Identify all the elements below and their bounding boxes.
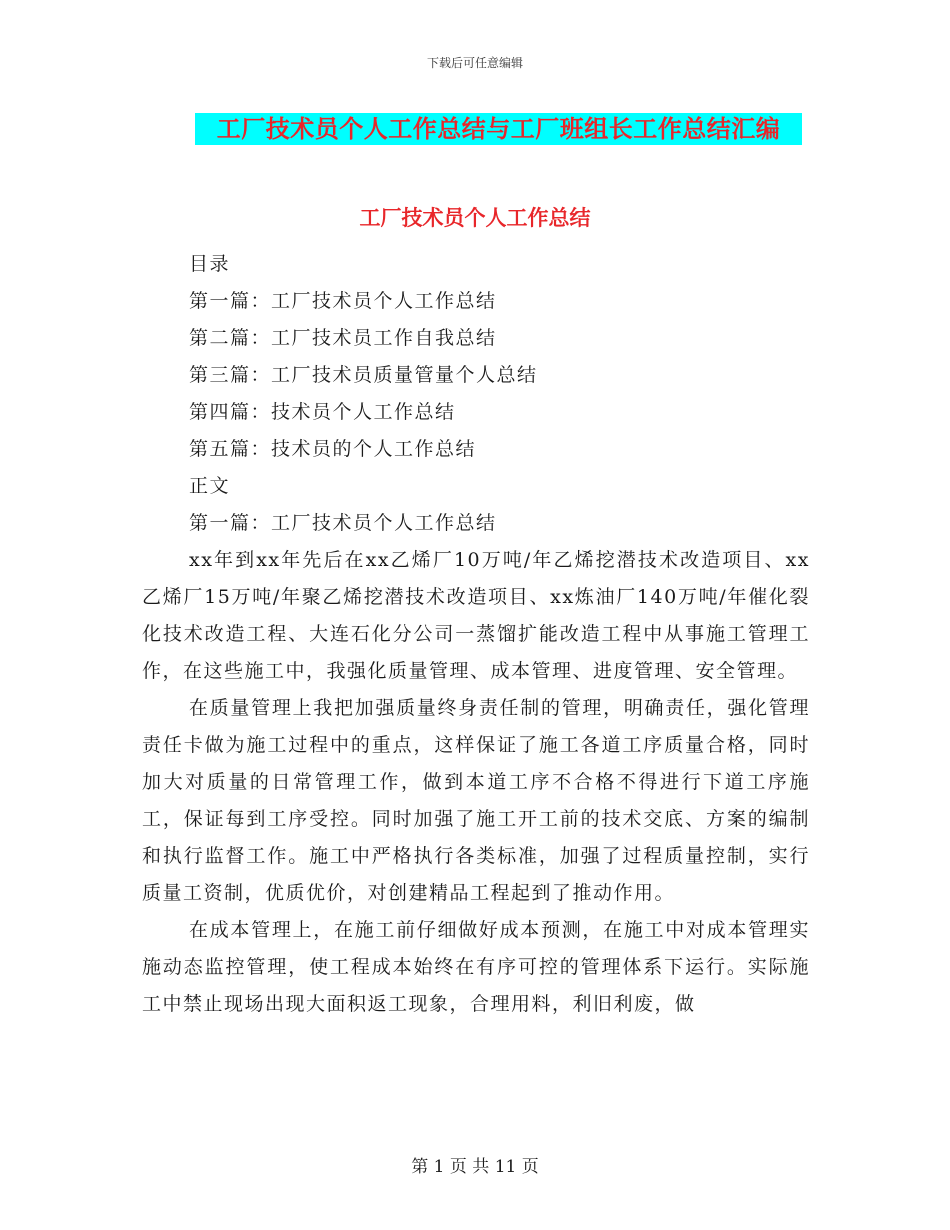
document-body <box>142 246 810 1023</box>
page-header: 下载后可任意编辑 <box>426 56 523 70</box>
paragraph-3: 在成本管理上，在施工前仔细做好成本预测，在施工中对成本管理实施动态监控管理，使工程成本始终在有序可控的管理体系下运行。实际施工中禁止现场出现大面积返工现象，合理用料，利旧利废，做 <box>142 919 810 1015</box>
paragraph-1: xx年到xx年先后在xx乙烯厂10万吨/年乙烯挖潜技术改造项目、xx乙烯厂15万吨/年聚乙烯挖潜技术改造项目、xx炼油厂140万吨/年催化裂化技术改造工程、大连石化分公司一蒸馏扩能改造工程中从事施工管理工作，在这些施工中，我强化质量管理、成本管理、进度管理、安全管理。 <box>142 549 810 682</box>
toc-item-1: 第一篇：工厂技术员个人工作总结 <box>189 290 497 312</box>
toc-item-4: 第四篇：技术员个人工作总结 <box>189 401 456 423</box>
section-title: 工厂技术员个人工作总结 <box>359 205 591 230</box>
toc-item-3: 第三篇：工厂技术员质量管量个人总结 <box>189 364 538 386</box>
paragraph-2: 在质量管理上我把加强质量终身责任制的管理，明确责任，强化管理责任卡做为施工过程中的重点，这样保证了施工各道工序质量合格，同时加大对质量的日常管理工作，做到本道工序不合格不得进行下道工序施工，保证每到工序受控。同时加强了施工开工前的技术交底、方案的编制和执行监督工作。施工中严格执行各类标准，加强了过程质量控制，实行质量工资制，优质优价，对创建精品工程起到了推动作用。 <box>142 697 810 904</box>
chapter-heading: 第一篇：工厂技术员个人工作总结 <box>189 512 497 534</box>
toc-heading: 目录 <box>189 253 231 275</box>
toc-item-5: 第五篇：技术员的个人工作总结 <box>189 438 477 460</box>
toc-item-2: 第二篇：工厂技术员工作自我总结 <box>189 327 497 349</box>
page-footer: 第 1 页 共 11 页 <box>411 1157 539 1177</box>
document-title: 工厂技术员个人工作总结与工厂班组长工作总结汇编 <box>195 113 802 145</box>
body-heading: 正文 <box>189 475 231 497</box>
